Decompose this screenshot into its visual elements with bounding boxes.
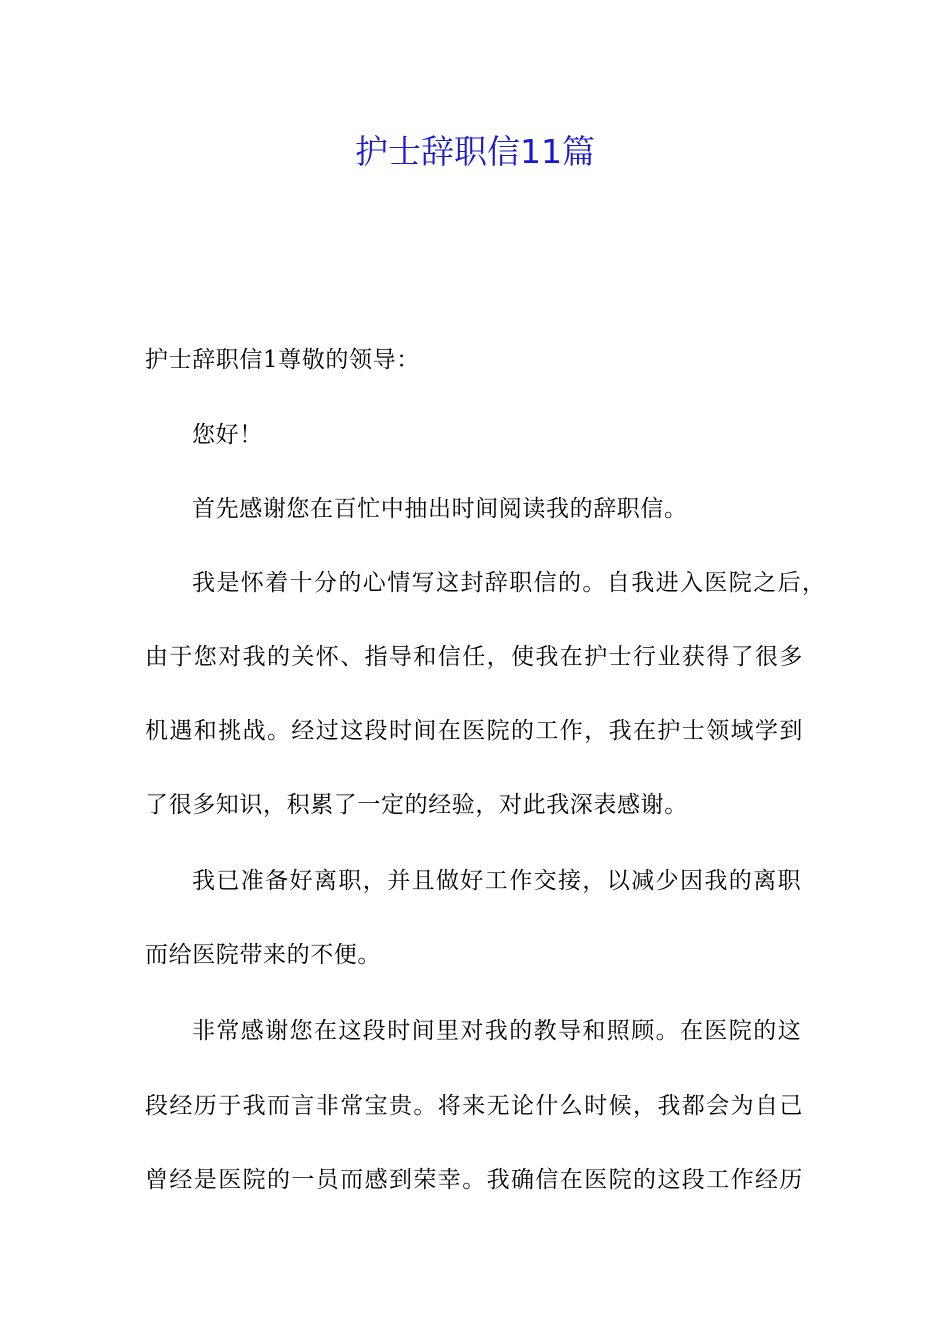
paragraph-4-line-3: 曾经是医院的一员而感到荣幸。我确信在医院的这段工作经历 (145, 1167, 804, 1193)
paragraph-4-line-1: 非常感谢您在这段时间里对我的教导和照顾。在医院的这 (192, 1018, 802, 1044)
paragraph-1-line-1: 首先感谢您在百忙中抽出时间阅读我的辞职信。 (192, 496, 688, 522)
salutation-line: 护士辞职信1尊敬的领导： (145, 347, 420, 373)
paragraph-2-line-1: 我是怀着十分的心情写这封辞职信的。自我进入医院之后， (192, 570, 827, 596)
paragraph-3-line-1: 我已准备好离职，并且做好工作交接，以减少因我的离职 (192, 868, 802, 894)
paragraph-2-line-2: 由于您对我的关怀、指导和信任，使我在护士行业获得了很多 (145, 644, 804, 670)
paragraph-2-line-4: 了很多知识，积累了一定的经验，对此我深表感谢。 (145, 792, 688, 818)
paragraph-2-line-3: 机遇和挑战。经过这段时间在医院的工作，我在护士领域学到 (145, 718, 804, 744)
greeting-line: 您好！ (192, 422, 263, 448)
paragraph-4-line-2: 段经历于我而言非常宝贵。将来无论什么时候，我都会为自己 (145, 1093, 804, 1119)
document-title: 护士辞职信11篇 (355, 132, 595, 171)
paragraph-3-line-2: 而给医院带来的不便。 (145, 942, 381, 968)
